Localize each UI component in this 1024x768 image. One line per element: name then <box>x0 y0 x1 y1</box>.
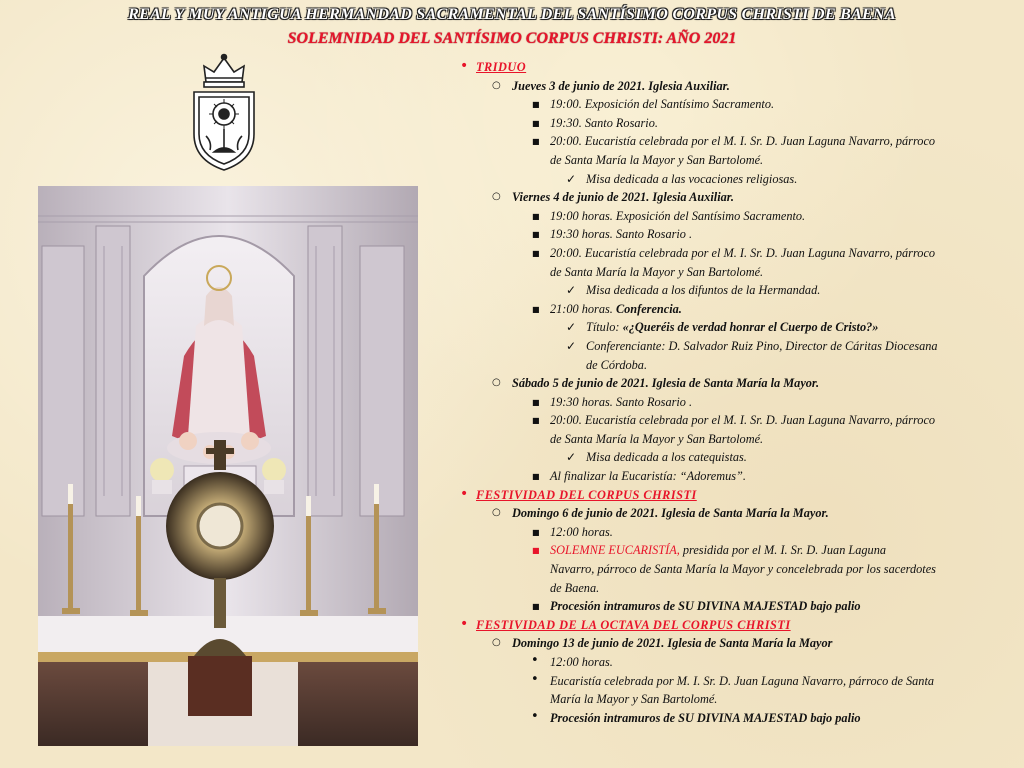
list-item: • Eucaristía celebrada por M. I. Sr. D. Juan Laguna Navarro, párroco de Santa <box>531 671 935 688</box>
bullet-icon: • <box>460 615 469 632</box>
page-title: REAL Y MUY ANTIGUA HERMANDAD SACRAMENTAL DEL SANTÍSIMO CORPUS CHRISTI DE BAENA <box>128 6 896 23</box>
square-bullet-icon: ■ <box>532 304 540 314</box>
list-item-continuation: de Santa María la Mayor y San Bartolomé. <box>550 152 764 167</box>
check-item: ✓ Misa dedicada a los catequistas. <box>456 448 1012 467</box>
bullet-icon: • <box>460 58 469 74</box>
list-item-continuation: de Baena. <box>550 580 600 595</box>
check-item: ✓ Conferenciante: D. Salvador Ruiz Pino, Director de Cáritas Diocesana <box>456 337 1012 356</box>
square-bullet-icon: ■ <box>532 472 540 482</box>
checkmark-icon: ✓ <box>566 320 577 335</box>
list-item: • Procesión intramuros de SU DIVINA MAJESTAD bajo palio <box>531 708 861 725</box>
circle-bullet-icon: ○ <box>492 191 501 203</box>
day-heading: ○ Domingo 13 de junio de 2021. Iglesia de Santa María la Mayor <box>456 634 1012 653</box>
check-item: ✓ Misa dedicada a los difuntos de la Hermandad. <box>456 281 1012 300</box>
list-item: ■ 20:00. Eucaristía celebrada por el M. I. Sr. D. Juan Laguna Navarro, párroco <box>456 411 1012 430</box>
check-item-continuation: de Córdoba. <box>586 357 648 372</box>
section-triduo: • TRIDUO <box>460 58 527 74</box>
coat-of-arms-icon <box>184 52 264 176</box>
red-square-bullet-icon: ■ <box>532 546 540 556</box>
section-octava: • FESTIVIDAD DE LA OCTAVA DEL CORPUS CHRISTI <box>460 615 791 632</box>
checkmark-icon: ✓ <box>566 283 577 298</box>
square-bullet-icon: ■ <box>532 527 540 537</box>
list-item-continuation: María la Mayor y San Bartolomé. <box>550 692 718 707</box>
square-bullet-icon: ■ <box>532 100 540 110</box>
page-subtitle: SOLEMNIDAD DEL SANTÍSIMO CORPUS CHRISTI: AÑO 2021 <box>287 30 737 47</box>
check-item: ✓ Título: «¿Queréis de verdad honrar el Cuerpo de Cristo?» <box>456 318 1012 337</box>
checkmark-icon: ✓ <box>566 338 577 353</box>
list-item: ■ 19:00. Exposición del Santísimo Sacramento. <box>456 95 1012 114</box>
circle-bullet-icon: ○ <box>492 507 501 519</box>
checkmark-icon: ✓ <box>566 171 577 186</box>
day-heading: ○ Sábado 5 de junio de 2021. Iglesia de Santa María la Mayor. <box>456 374 1012 393</box>
square-bullet-icon: ■ <box>532 118 540 128</box>
list-item: ■ Procesión intramuros de SU DIVINA MAJESTAD bajo palio <box>456 597 1012 616</box>
list-item-continuation: de Santa María la Mayor y San Bartolomé. <box>550 264 764 279</box>
list-item: ■ 19:00 horas. Exposición del Santísimo Sacramento. <box>456 207 1012 226</box>
list-item-continuation: de Santa María la Mayor y San Bartolomé. <box>550 431 764 446</box>
circle-bullet-icon: ○ <box>492 377 501 389</box>
list-item: ■ 19:30 horas. Santo Rosario . <box>456 393 1012 412</box>
square-bullet-icon: ■ <box>532 416 540 426</box>
square-bullet-icon: ■ <box>532 602 540 612</box>
dot-bullet-icon: • <box>531 708 539 724</box>
day-heading: ○ Domingo 6 de junio de 2021. Iglesia de Santa María la Mayor. <box>456 504 1012 523</box>
dot-bullet-icon: • <box>531 653 539 668</box>
circle-bullet-icon: ○ <box>492 637 501 649</box>
list-item-continuation: Navarro, párroco de Santa María la Mayor y concelebrada por los sacerdotes <box>550 562 936 577</box>
altar-photo <box>38 186 418 746</box>
section-festividad: • FESTIVIDAD DEL CORPUS CHRISTI <box>460 485 697 502</box>
list-item: ■ 19:30 horas. Santo Rosario . <box>456 225 1012 244</box>
list-item: • 12:00 horas. <box>531 653 613 669</box>
list-item: ■ 20:00. Eucaristía celebrada por el M. I. Sr. D. Juan Laguna Navarro, párroco <box>456 244 1012 263</box>
square-bullet-icon: ■ <box>532 397 540 407</box>
dot-bullet-icon: • <box>531 671 539 687</box>
check-item: ✓ Misa dedicada a las vocaciones religiosas. <box>456 170 1012 189</box>
list-item: ■ Al finalizar la Eucaristía: “Adoremus”. <box>456 467 1012 486</box>
square-bullet-icon: ■ <box>532 137 540 147</box>
list-item: ■ 20:00. Eucaristía celebrada por el M. I. Sr. D. Juan Laguna Navarro, párroco <box>456 132 1012 151</box>
checkmark-icon: ✓ <box>566 450 577 465</box>
list-item: ■ 21:00 horas. Conferencia. <box>456 300 1012 319</box>
day-heading: ○ Jueves 3 de junio de 2021. Iglesia Auxiliar. <box>456 77 1012 96</box>
bullet-icon: • <box>460 485 469 502</box>
square-bullet-icon: ■ <box>532 248 540 258</box>
schedule <box>456 58 1012 727</box>
square-bullet-icon: ■ <box>532 230 540 240</box>
list-item: ■ 19:30. Santo Rosario. <box>456 114 1012 133</box>
circle-bullet-icon: ○ <box>492 79 501 91</box>
list-item: ■ SOLEMNE EUCARISTÍA, presidida por el M. I. Sr. D. Juan Laguna <box>456 541 1012 560</box>
square-bullet-icon: ■ <box>532 211 540 221</box>
list-item: ■ 12:00 horas. <box>456 523 1012 542</box>
day-heading: ○ Viernes 4 de junio de 2021. Iglesia Auxiliar. <box>456 188 1012 207</box>
